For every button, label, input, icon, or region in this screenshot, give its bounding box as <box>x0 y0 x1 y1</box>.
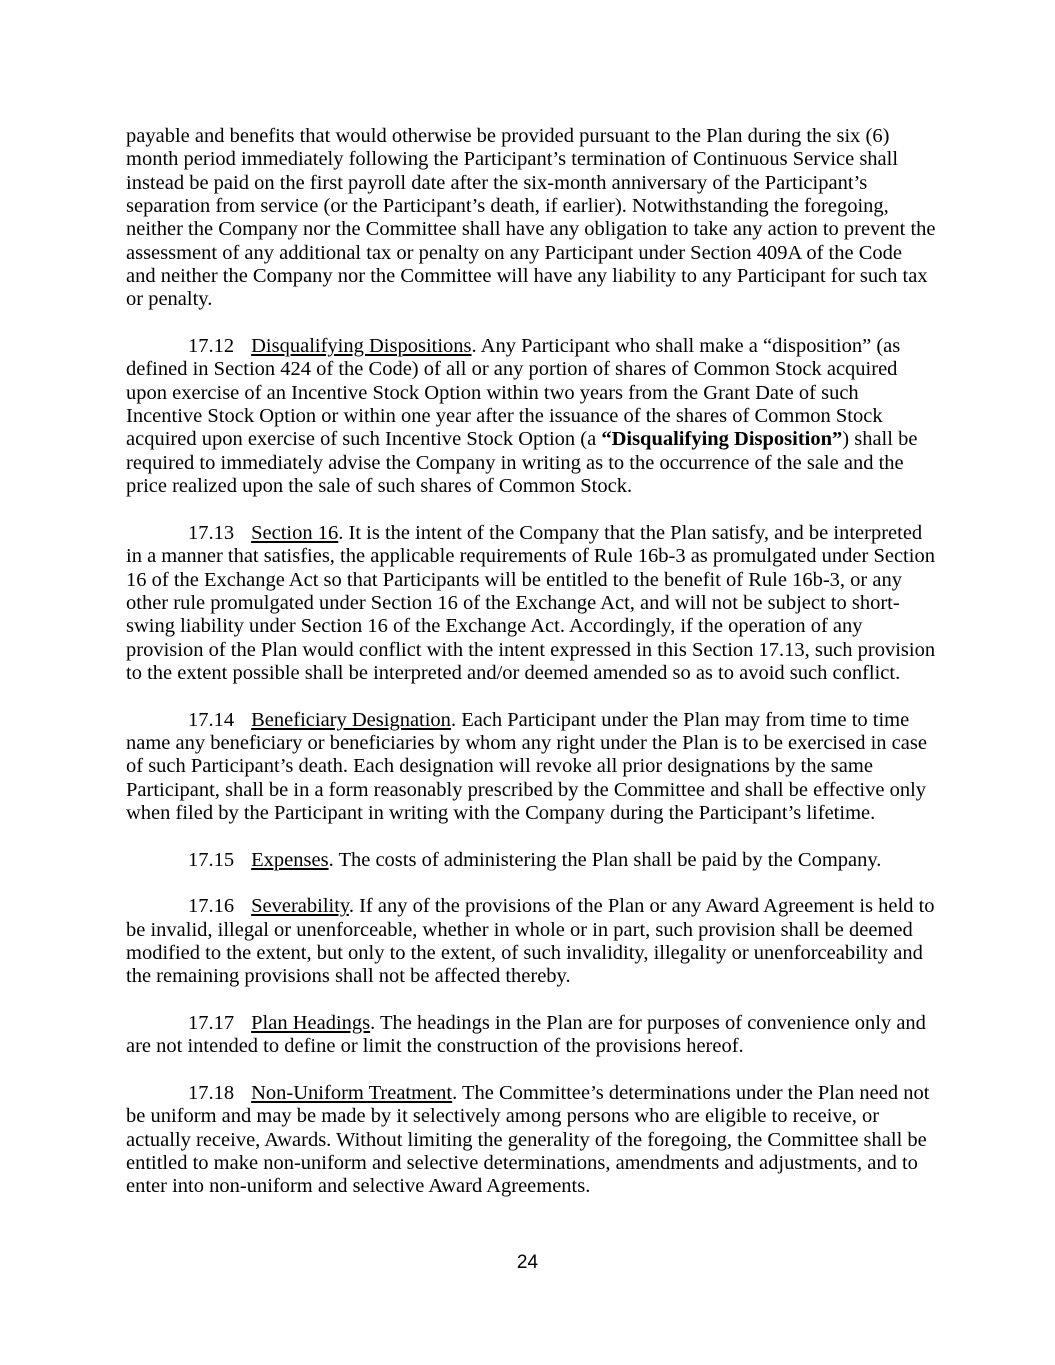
page-body <box>126 125 936 1222</box>
section-heading: Non-Uniform Treatment <box>251 1082 453 1105</box>
page-number: 24 <box>516 1252 539 1273</box>
section-17-15 <box>126 849 936 872</box>
bold-term: “Disqualifying Disposition” <box>601 428 843 451</box>
paragraph-text: . The Committee’s determinations under the Plan need not be uniform and may be made by it selectively among persons who are eligible to receive, or actually receive, Awards. Without limiting the generality of the foregoing, the Committee shall be entitled to make non-uniform and selective determinations, amendments and adjustments, and to enter into non-uniform and selective Award Agreements. <box>126 1082 930 1198</box>
section-17-14 <box>126 709 936 826</box>
paragraph-text: . The costs of administering the Plan shall be paid by the Company. <box>328 848 882 871</box>
section-number: 17.13 <box>188 521 235 544</box>
paragraph-text: . If any of the provisions of the Plan or any Award Agreement is held to be invalid, illegal or unenforceable, whether in whole or in part, such provision shall be deemed modified to the extent, but only to the extent, of such invalidity, illegality or unenforceability and the remaining provisions shall not be affected thereby. <box>126 895 935 988</box>
section-heading: Severability <box>251 895 349 918</box>
section-number: 17.18 <box>188 1082 235 1105</box>
section-17-12 <box>126 335 936 498</box>
paragraph-text: payable and benefits that would otherwise be provided pursuant to the Plan during the six (6) month period immediately following the Participant’s termination of Continuous Service shall instead be paid on the first payroll date after the six-month anniversary of the Participant’s separation from service (or the Participant’s death, if earlier). Notwithstanding the foregoing, neither the Company nor the Committee shall have any obligation to take any action to prevent the assessment of any additional tax or penalty on any Participant under Section 409A of the Code and neither the Company nor the Committee will have any liability to any Participant for such tax or penalty. <box>126 125 936 311</box>
paragraph-text: . Each Participant under the Plan may from time to time name any beneficiary or beneficiaries by whom any right under the Plan is to be exercised in case of such Participant’s death. Each designation will revoke all prior designations by the same Participant, shall be in a form reasonably prescribed by the Committee and shall be effective only when filed by the Participant in writing with the Company during the Participant’s lifetime. <box>126 708 927 824</box>
section-17-18 <box>126 1082 936 1199</box>
section-heading: Disqualifying Dispositions <box>251 335 472 358</box>
section-heading: Expenses <box>251 848 329 871</box>
paragraph-text: ) shall be required to immediately advise the Company in writing as to the occurrence of the sale and the price realized upon the sale of such shares of Common Stock. <box>126 428 918 498</box>
section-number: 17.17 <box>188 1012 235 1035</box>
section-number: 17.16 <box>188 895 235 918</box>
section-17-13 <box>126 522 936 685</box>
section-number: 17.14 <box>188 708 235 731</box>
section-17-17 <box>126 1012 936 1059</box>
section-heading: Plan Headings <box>251 1012 371 1035</box>
section-17-16 <box>126 895 936 988</box>
section-number: 17.12 <box>188 335 235 358</box>
paragraph-text: . The headings in the Plan are for purposes of convenience only and are not intended to define or limit the construction of the provisions hereof. <box>126 1012 926 1058</box>
section-heading: Section 16 <box>251 521 339 544</box>
paragraph-text: . Any Participant who shall make a “disposition” (as defined in Section 424 of the Code) of all or any portion of shares of Common Stock acquired upon exercise of an Incentive Stock Option within two years from the Grant Date of such Incentive Stock Option or within one year after the issuance of the shares of Common Stock acquired upon exercise of such Incentive Stock Option (a <box>126 335 901 451</box>
section-number: 17.15 <box>188 848 235 871</box>
section-heading: Beneficiary Designation <box>251 708 451 731</box>
paragraph-409a-continuation <box>126 125 936 312</box>
paragraph-text: . It is the intent of the Company that the Plan satisfy, and be interpreted in a manner that satisfies, the applicable requirements of Rule 16b-3 as promulgated under Section 16 of the Exchange Act so that Participants will be entitled to the benefit of Rule 16b-3, or any other rule promulgated under Section 16 of the Exchange Act, and will not be subject to short-swing liability under Section 16 of the Exchange Act. Accordingly, if the operation of any provision of the Plan would conflict with the intent expressed in this Section 17.13, such provision to the extent possible shall be interpreted and/or deemed amended so as to avoid such conflict. <box>126 521 936 684</box>
